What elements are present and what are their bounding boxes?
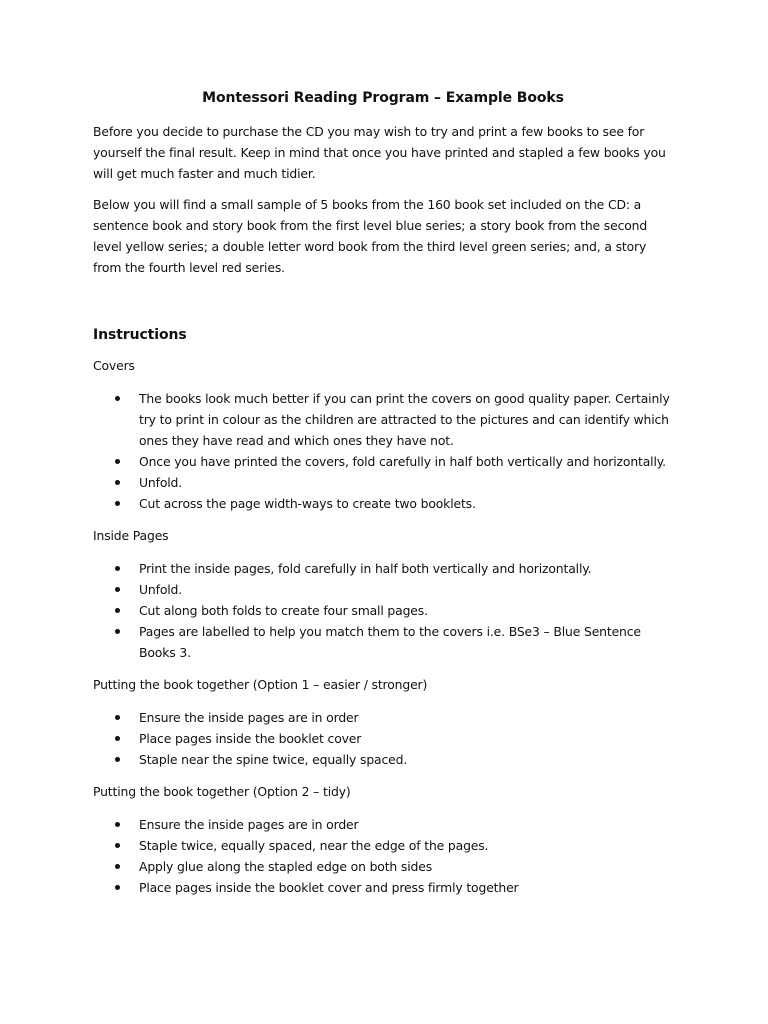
bullet-icon [115, 480, 120, 485]
bullet-icon [115, 757, 120, 762]
list-item-text: Pages are labelled to help you match them to the covers i.e. BSe3 – Blue Sentence Books 3. [139, 624, 641, 660]
bullet-icon [115, 459, 120, 464]
list-item-text: Once you have printed the covers, fold carefully in half both vertically and horizontally. [139, 454, 666, 469]
bullet-icon [115, 736, 120, 741]
list-item [93, 856, 673, 877]
bullet-list [93, 388, 673, 514]
list-item [93, 579, 673, 600]
list-item-text: Cut across the page width-ways to create two booklets. [139, 496, 476, 511]
bullet-icon [115, 885, 120, 890]
list-item [93, 621, 673, 663]
section-heading: Covers [93, 358, 135, 373]
bullet-icon [115, 608, 120, 613]
bullet-icon [115, 587, 120, 592]
list-item [93, 558, 673, 579]
document-title: Montessori Reading Program – Example Books [202, 90, 564, 106]
document-page [93, 86, 673, 909]
bullet-icon [115, 629, 120, 634]
list-item [93, 814, 673, 835]
bullet-list [93, 707, 673, 770]
list-item-text: The books look much better if you can print the covers on good quality paper. Certainly try to print in colour as the children are attracted to the pictures and can identify which ones they have read and which ones they have not. [139, 391, 670, 448]
list-item [93, 707, 673, 728]
section-inside-pages [93, 525, 673, 663]
bullet-list [93, 814, 673, 898]
bullet-icon [115, 396, 120, 401]
bullet-icon [115, 566, 120, 571]
list-item-text: Ensure the inside pages are in order [139, 710, 359, 725]
bullet-icon [115, 501, 120, 506]
bullet-icon [115, 715, 120, 720]
list-item-text: Unfold. [139, 582, 183, 597]
list-item [93, 749, 673, 770]
list-item-text: Apply glue along the stapled edge on both sides [139, 859, 433, 874]
section-heading: Inside Pages [93, 528, 169, 543]
list-item-text: Staple near the spine twice, equally spaced. [139, 752, 408, 767]
bullet-list [93, 558, 673, 663]
list-item [93, 451, 673, 472]
bullet-icon [115, 822, 120, 827]
section-option-2 [93, 781, 673, 898]
intro-paragraph: Below you will find a small sample of 5 books from the 160 book set included on the CD: a sentence book and story book from the first level blue series; a story book from the second level yellow series; a double letter word book from the third level green series; and, a story from the fourth level red series. [93, 197, 648, 275]
list-item [93, 388, 673, 451]
list-item [93, 493, 673, 514]
section-option-1 [93, 674, 673, 770]
section-heading: Putting the book together (Option 2 – tidy) [93, 784, 351, 799]
list-item-text: Unfold. [139, 475, 183, 490]
list-item [93, 877, 673, 898]
list-item [93, 835, 673, 856]
list-item [93, 728, 673, 749]
list-item-text: Staple twice, equally spaced, near the edge of the pages. [139, 838, 489, 853]
list-item-text: Cut along both folds to create four small pages. [139, 603, 428, 618]
section-heading: Putting the book together (Option 1 – easier / stronger) [93, 677, 428, 692]
list-item-text: Print the inside pages, fold carefully in half both vertically and horizontally. [139, 561, 592, 576]
bullet-icon [115, 843, 120, 848]
section-covers [93, 355, 673, 514]
instructions-heading: Instructions [93, 327, 187, 343]
list-item-text: Place pages inside the booklet cover [139, 731, 362, 746]
intro-paragraph: Before you decide to purchase the CD you may wish to try and print a few books to see for yourself the final result. Keep in mind that once you have printed and stapled a few books you will get much faster and much tidier. [93, 124, 666, 181]
list-item [93, 600, 673, 621]
list-item-text: Ensure the inside pages are in order [139, 817, 359, 832]
list-item [93, 472, 673, 493]
list-item-text: Place pages inside the booklet cover and press firmly together [139, 880, 519, 895]
bullet-icon [115, 864, 120, 869]
